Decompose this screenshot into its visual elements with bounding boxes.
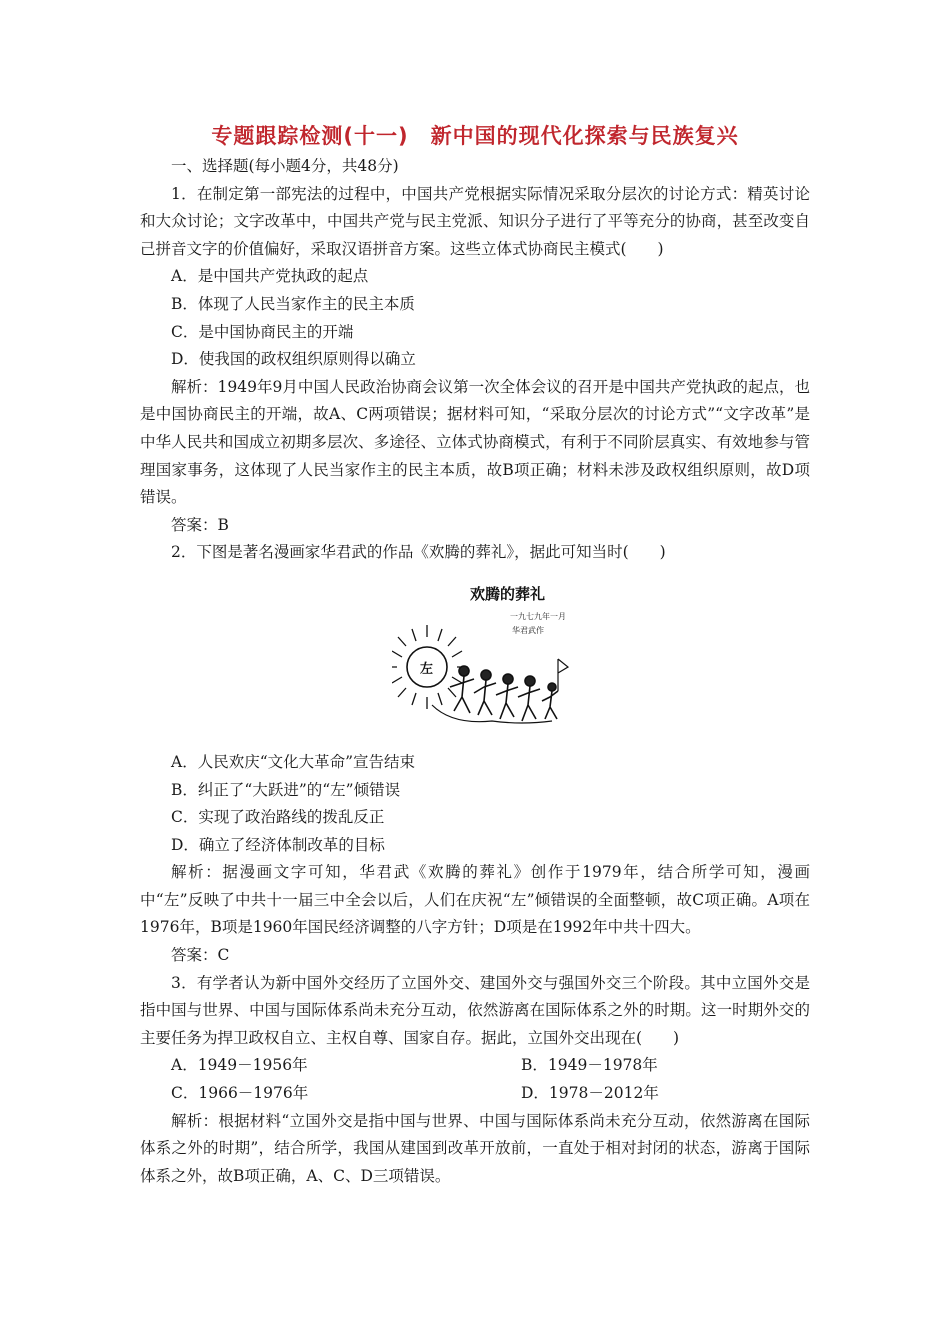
question-2-option-d: D．确立了经济体制改革的目标 — [171, 835, 385, 854]
document-body — [140, 153, 810, 1190]
question-1-option-c: C．是中国协商民主的开端 — [171, 322, 354, 341]
cartoon-figure — [140, 567, 810, 749]
question-2-option-b: B．纠正了“大跃进”的“左”倾错误 — [171, 780, 401, 799]
creature-label: 左 — [420, 661, 434, 677]
question-2-option-a: A．人民欢庆“文化大革命”宣告结束 — [171, 752, 416, 771]
question-2-analysis: 解析：据漫画文字可知，华君武《欢腾的葬礼》创作于1979年，结合所学可知，漫画中“左”反映了中共十一届三中全会以后，人们在庆祝“左”倾错误的全面整顿，故C项正确。A项在1976年，B项是1960年国民经济调整的八字方针；D项是在1992年中共十四大。 — [140, 863, 810, 937]
question-3-options — [140, 1052, 810, 1107]
question-3-analysis: 解析：根据材料“立国外交是指中国与世界、中国与国际体系尚未充分互动，依然游离在国际体系之外的时期”，结合所学，我国从建国到改革开放前，一直处于相对封闭的状态，游离于国际体系之外，故B项正确，A、C、D三项错误。 — [140, 1111, 810, 1185]
page-title: 专题跟踪检测(十一) 新中国的现代化探索与民族复兴 — [211, 124, 739, 148]
question-1-option-a: A．是中国共产党执政的起点 — [171, 267, 369, 286]
question-1-answer: 答案：B — [171, 515, 229, 534]
question-3-option-b: B．1949－1978年 — [521, 1056, 658, 1075]
question-1-stem: 1．在制定第一部宪法的过程中，中国共产党根据实际情况采取分层次的讨论方式：精英讨论和大众讨论；文字改革中，中国共产党与民主党派、知识分子进行了平等充分的协商，甚至改变自己拼音文字的价值偏好，采取汉语拼音方案。这些立体式协商民主模式( ) — [140, 184, 810, 258]
question-2-stem: 2．下图是著名漫画家华君武的作品《欢腾的葬礼》，据此可知当时( ) — [171, 543, 666, 562]
question-1-analysis: 解析：1949年9月中国人民政治协商会议第一次全体会议的召开是中国共产党执政的起点，也是中国协商民主的开端，故A、C两项错误；据材料可知，“采取分层次的讨论方式”“文字改革”是中华人民共和国成立初期多层次、多途径、立体式协商模式，有利于不同阶层真实、有效地参与管理国家事务，这体现了人民当家作主的民主本质，故B项正确；材料未涉及政权组织原则，故D项错误。 — [140, 377, 810, 507]
cartoon-title: 欢腾的葬礼 — [470, 584, 546, 603]
question-3-option-a: A．1949－1956年 — [171, 1056, 308, 1075]
section-heading: 一、选择题(每小题4分，共48分) — [171, 157, 399, 175]
question-3-option-c: C．1966－1976年 — [171, 1084, 309, 1103]
question-3-option-d: D．1978－2012年 — [521, 1084, 659, 1103]
question-2-answer: 答案：C — [171, 946, 230, 965]
cartoon-date: 一九七九年一月 — [510, 611, 566, 621]
question-1-option-b: B．体现了人民当家作主的民主本质 — [171, 294, 415, 313]
cartoon-author: 华君武作 — [512, 625, 544, 635]
question-3-stem: 3．有学者认为新中国外交经历了立国外交、建国外交与强国外交三个阶段。其中立国外交是指中国与世界、中国与国际体系尚未充分互动，依然游离在国际体系之外的时期。这一时期外交的主要任务为捍卫政权自立、主权自尊、国家自存。据此，立国外交出现在( ) — [140, 973, 810, 1047]
dancing-crowd — [432, 659, 568, 723]
question-2-option-c: C．实现了政治路线的拨乱反正 — [171, 808, 385, 827]
question-1-option-d: D．使我国的政权组织原则得以确立 — [171, 350, 416, 369]
cartoon-illustration — [392, 575, 570, 745]
